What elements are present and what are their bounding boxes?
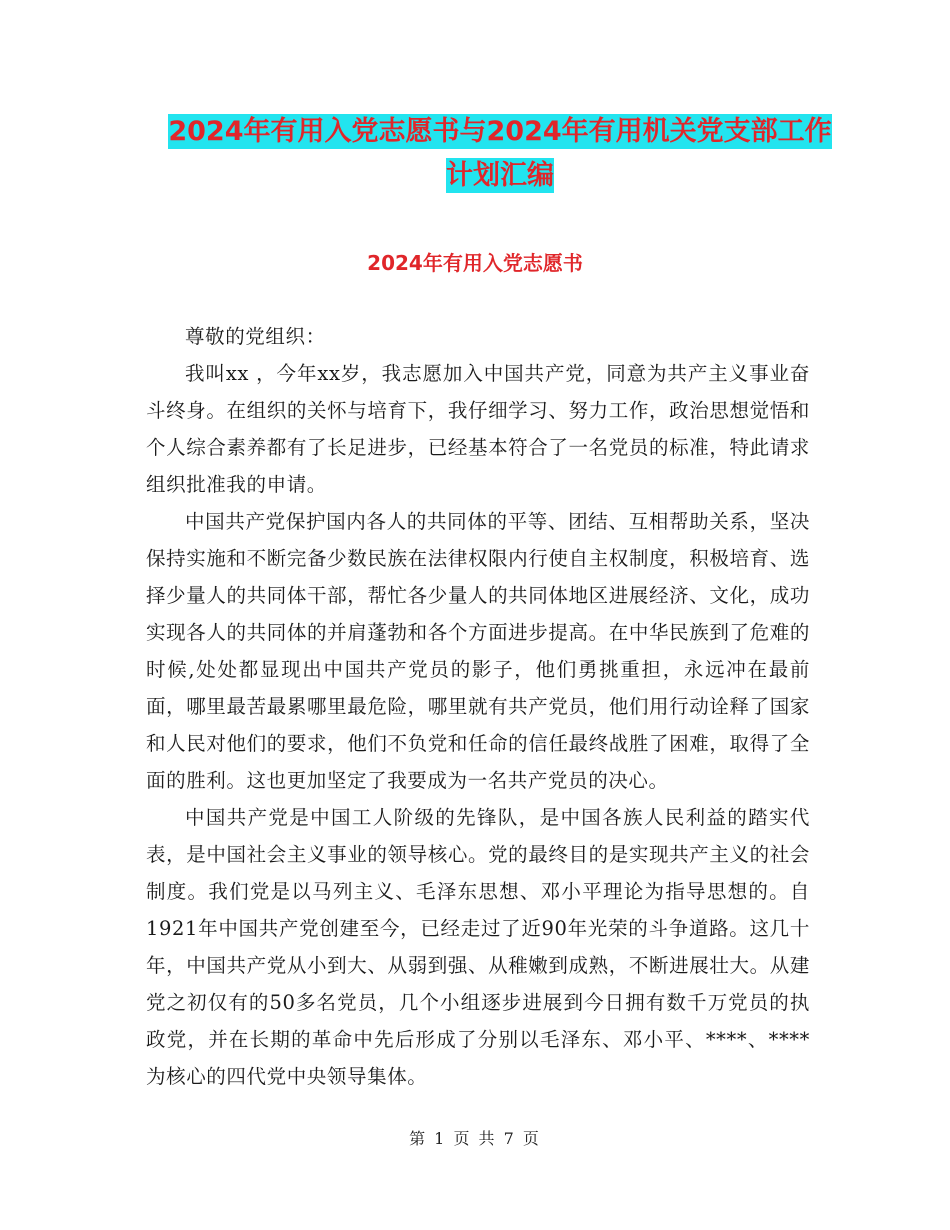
paragraph-1: 我叫xx ，今年xx岁，我志愿加入中国共产党，同意为共产主义事业奋斗终身。在组织的关怀与培育下，我仔细学习、努力工作，政治思想觉悟和个人综合素养都有了长足进步，已经基本符合了一名党员的标准，特此请求组织批准我的申请。 <box>146 362 810 496</box>
document-title-line-1: 2024年有用入党志愿书与2024年有用机关党支部工作 <box>168 116 832 147</box>
document-title-line-2: 计划汇编 <box>446 160 554 191</box>
salutation: 尊敬的党组织： <box>185 325 326 348</box>
paragraph-3: 中国共产党是中国工人阶级的先锋队，是中国各族人民利益的踏实代表，是中国社会主义事业的领导核心。党的最终目的是实现共产主义的社会制度。我们党是以马列主义、毛泽东思想、邓小平理论为指导思想的。自1921年中国共产党创建至今，已经走过了近90年光荣的斗争道路。这几十年，中国共产党从小到大、从弱到强、从稚嫩到成熟，不断进展壮大。从建党之初仅有的50多名党员，几个小组逐步进展到今日拥有数千万党员的执政党，并在长期的革命中先后形成了分别以毛泽东、邓小平、****、****为核心的四代党中央领导集体。 <box>146 806 810 1088</box>
paragraph-2: 中国共产党保护国内各人的共同体的平等、团结、互相帮助关系，坚决保持实施和不断完备少数民族在法律权限内行使自主权制度，积极培育、选择少量人的共同体干部，帮忙各少量人的共同体地区进展经济、文化，成功实现各人的共同体的并肩蓬勃和各个方面进步提高。在中华民族到了危难的时候,处处都显现出中国共产党员的影子，他们勇挑重担，永远冲在最前面，哪里最苦最累哪里最危险，哪里就有共产党员，他们用行动诠释了国家和人民对他们的要求，他们不负党和任命的信任最终战胜了困难，取得了全面的胜利。这也更加坚定了我要成为一名共产党员的决心。 <box>146 510 810 792</box>
section-title: 2024年有用入党志愿书 <box>367 251 583 275</box>
document-title <box>140 110 860 198</box>
page-number-footer: 第 1 页 共 7 页 <box>409 1129 541 1148</box>
letter-body <box>146 318 810 1095</box>
